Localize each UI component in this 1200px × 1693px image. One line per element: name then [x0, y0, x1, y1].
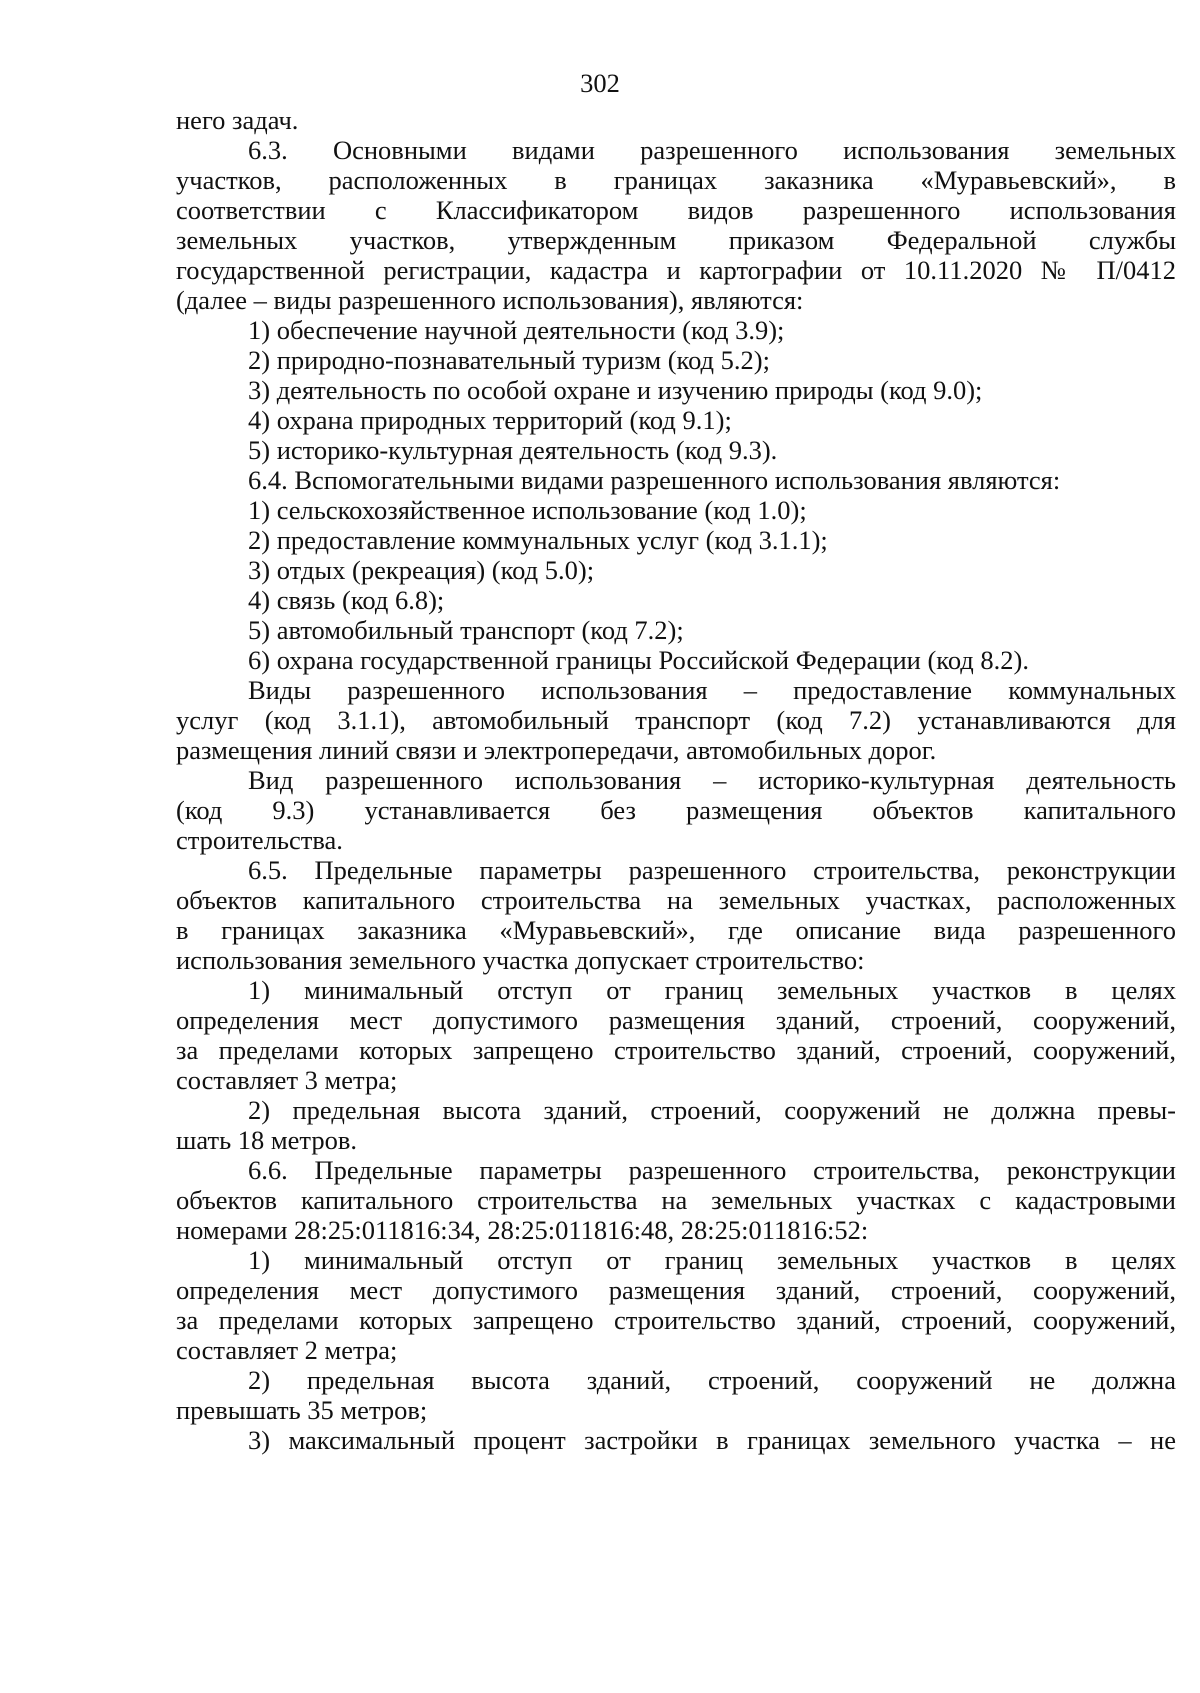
list-item: 2) предельная высота зданий, строений, сооружений не должна	[248, 1365, 1176, 1395]
text-line: (код 9.3) устанавливается без размещения объектов капитального	[176, 795, 1176, 825]
list-item: 2) предельная высота зданий, строений, сооружений не должна превы-	[248, 1095, 1176, 1125]
text-line: участков, расположенных в границах заказника «Муравьевский», в	[176, 165, 1176, 195]
text-line: составляет 2 метра;	[176, 1335, 398, 1365]
text-line: в границах заказника «Муравьевский», где описание вида разрешенного	[176, 915, 1176, 945]
text-line: объектов капитального строительства на земельных участках, расположенных	[176, 885, 1176, 915]
list-item: 1) минимальный отступ от границ земельных участков в целях	[248, 975, 1176, 1005]
text-line: 6.3. Основными видами разрешенного использования земельных	[248, 135, 1176, 165]
list-item: 5) автомобильный транспорт (код 7.2);	[248, 615, 684, 645]
text-line: 6.6. Предельные параметры разрешенного строительства, реконструкции	[248, 1155, 1176, 1185]
list-item: 1) минимальный отступ от границ земельных участков в целях	[248, 1245, 1176, 1275]
text-line: за пределами которых запрещено строительство зданий, строений, сооружений,	[176, 1305, 1176, 1335]
list-item: 2) природно-познавательный туризм (код 5.2);	[248, 345, 770, 375]
text-line: объектов капитального строительства на земельных участках с кадастровыми	[176, 1185, 1176, 1215]
text-line: определения мест допустимого размещения зданий, строений, сооружений,	[176, 1275, 1176, 1305]
text-line: строительства.	[176, 825, 343, 855]
list-item: 2) предоставление коммунальных услуг (код 3.1.1);	[248, 525, 828, 555]
text-line: определения мест допустимого размещения зданий, строений, сооружений,	[176, 1005, 1176, 1035]
text-line: номерами 28:25:011816:34, 28:25:011816:48, 28:25:011816:52:	[176, 1215, 869, 1245]
text-line: составляет 3 метра;	[176, 1065, 398, 1095]
text-line: земельных участков, утвержденным приказом Федеральной службы	[176, 225, 1176, 255]
text-line: 6.4. Вспомогательными видами разрешенного использования являются:	[248, 465, 1061, 495]
list-item: 4) связь (код 6.8);	[248, 585, 445, 615]
page-number: 302	[580, 68, 620, 98]
list-item: 1) обеспечение научной деятельности (код 3.9);	[248, 315, 785, 345]
text-line: (далее – виды разрешенного использования), являются:	[176, 285, 804, 315]
text-line: превышать 35 метров;	[176, 1395, 428, 1425]
text-line: за пределами которых запрещено строительство зданий, строений, сооружений,	[176, 1035, 1176, 1065]
text-line: услуг (код 3.1.1), автомобильный транспорт (код 7.2) устанавливаются для	[176, 705, 1176, 735]
text-line: размещения линий связи и электропередачи, автомобильных дорог.	[176, 735, 937, 765]
list-item: 3) максимальный процент застройки в границах земельного участка – не	[248, 1425, 1176, 1455]
text-line: 6.5. Предельные параметры разрешенного строительства, реконструкции	[248, 855, 1176, 885]
text-line: использования земельного участка допускает строительство:	[176, 945, 865, 975]
text-line: Вид разрешенного использования – историко-культурная деятельность	[248, 765, 1176, 795]
list-item: 5) историко-культурная деятельность (код 9.3).	[248, 435, 778, 465]
text-line: него задач.	[176, 105, 299, 135]
text-line: шать 18 метров.	[176, 1125, 357, 1155]
text-line: соответствии с Классификатором видов разрешенного использования	[176, 195, 1176, 225]
list-item: 1) сельскохозяйственное использование (код 1.0);	[248, 495, 807, 525]
list-item: 3) деятельность по особой охране и изучению природы (код 9.0);	[248, 375, 983, 405]
text-line: Виды разрешенного использования – предоставление коммунальных	[248, 675, 1176, 705]
text-line: государственной регистрации, кадастра и картографии от 10.11.2020 № П/0412	[176, 255, 1176, 285]
list-item: 3) отдых (рекреация) (код 5.0);	[248, 555, 595, 585]
list-item: 6) охрана государственной границы Российской Федерации (код 8.2).	[248, 645, 1029, 675]
list-item: 4) охрана природных территорий (код 9.1);	[248, 405, 732, 435]
